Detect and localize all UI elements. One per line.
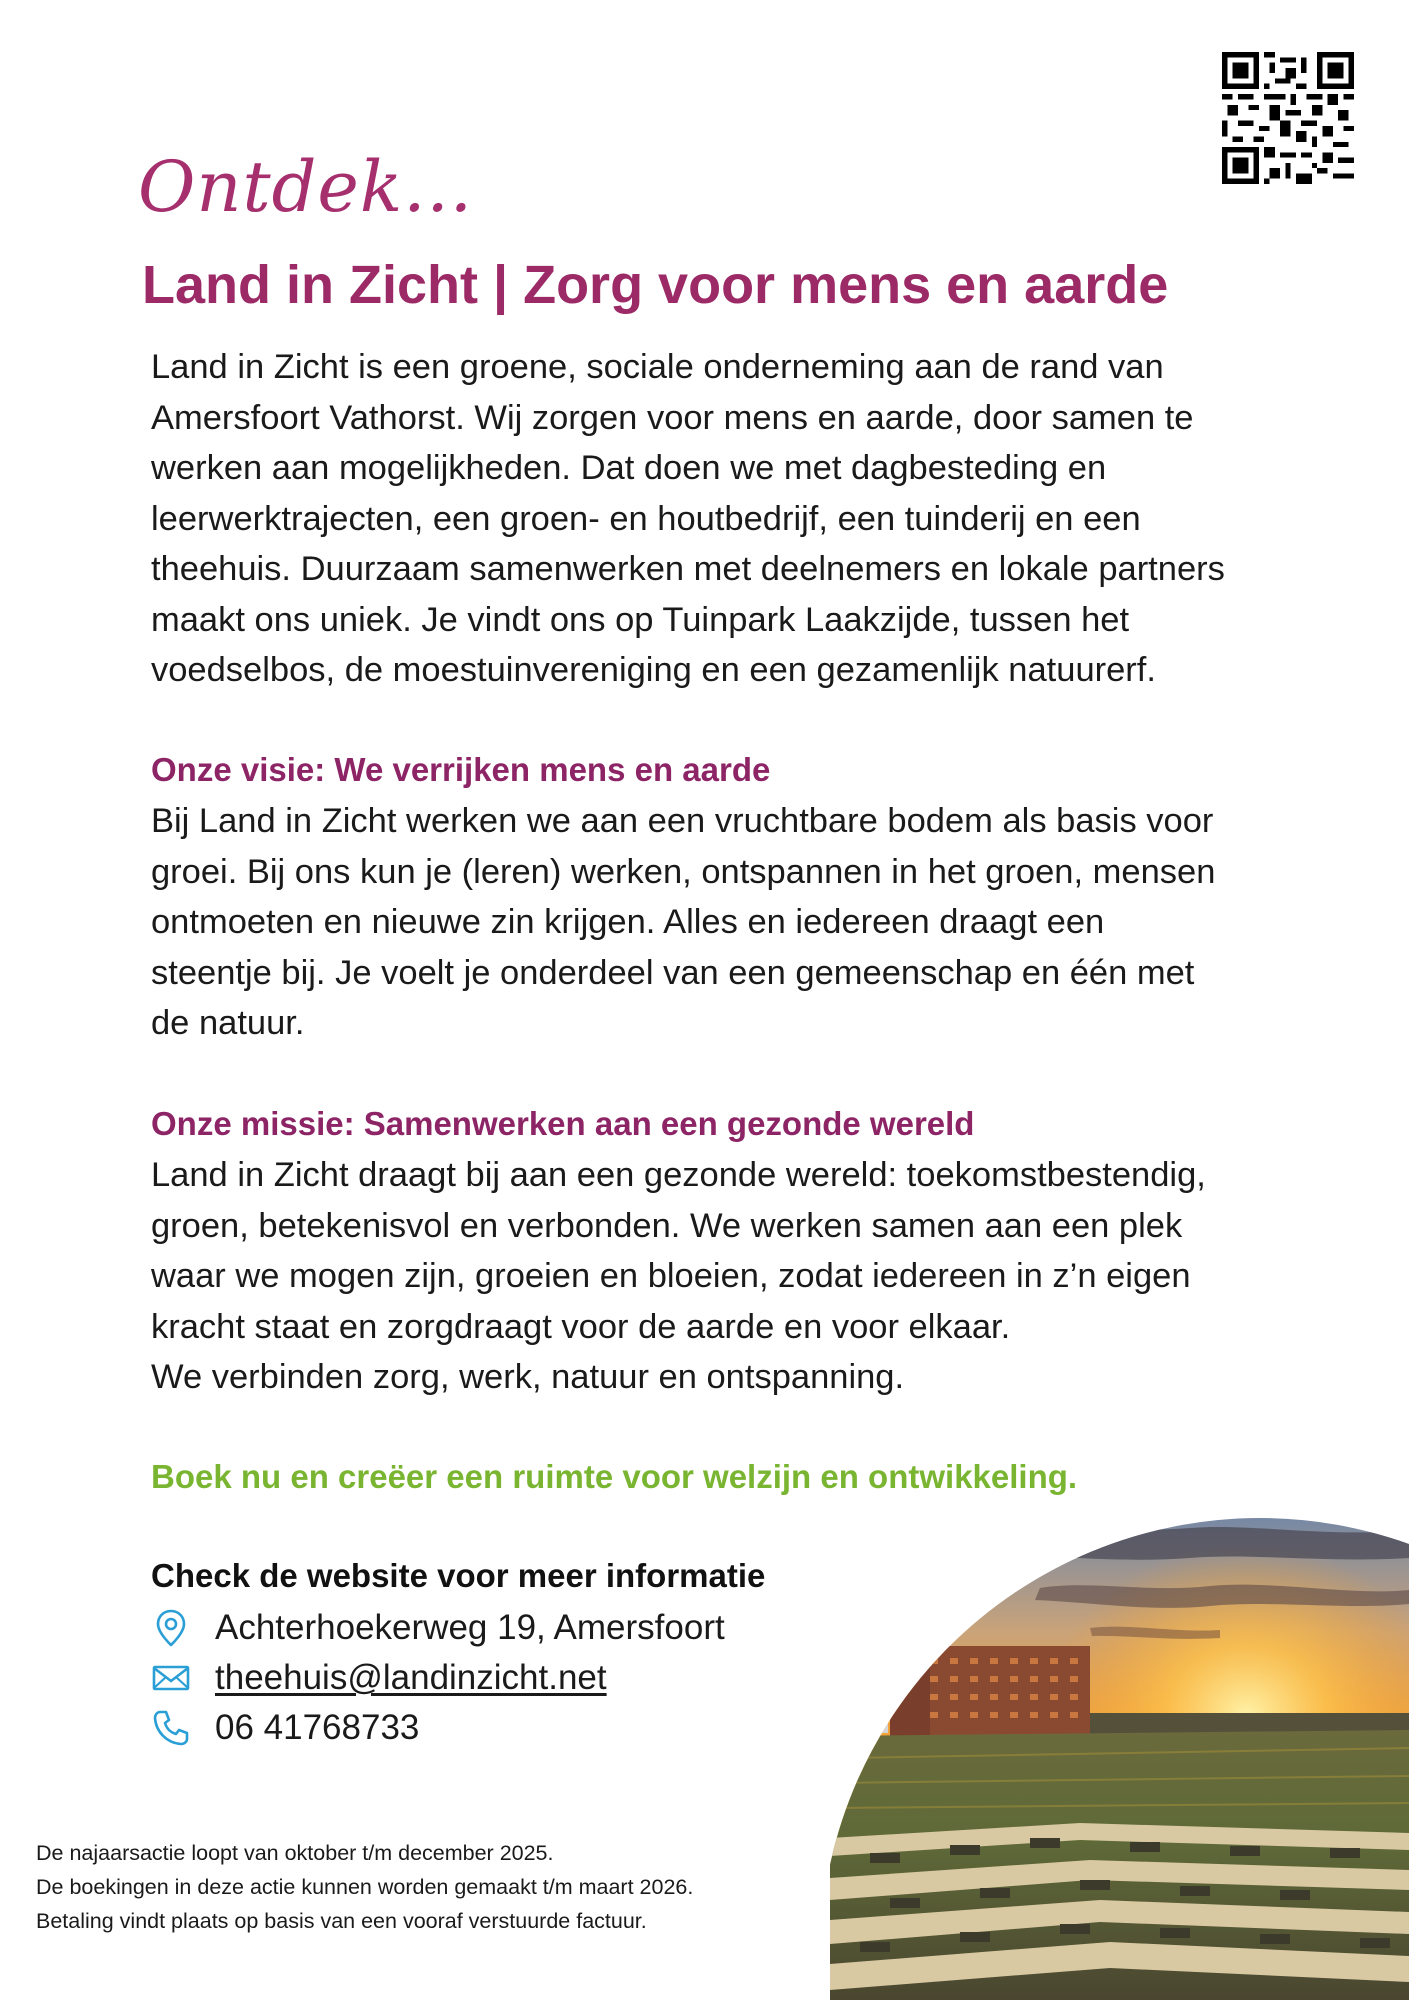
- sunset-garden-photo: [830, 1508, 1409, 2000]
- page-title: Land in Zicht | Zorg voor mens en aarde: [142, 255, 1169, 315]
- phone-text: 06 41768733: [215, 1708, 420, 1747]
- contact-address: [151, 1603, 725, 1653]
- contact-email[interactable]: [151, 1653, 607, 1703]
- visie-line: steentje bij. Je voelt je onderdeel van een gemeenschap en één met: [151, 953, 1195, 992]
- footnote-line: De najaarsactie loopt van oktober t/m december 2025.: [36, 1841, 554, 1865]
- visie-line: ontmoeten en nieuwe zin krijgen. Alles en iedereen draagt een: [151, 903, 1105, 941]
- contact-phone: [151, 1703, 419, 1753]
- visie-line: de natuur.: [151, 1004, 305, 1042]
- intro-line: leerwerktrajecten, een groen- en houtbedrijf, een tuinderij en een: [151, 499, 1141, 538]
- visie-line: groei. Bij ons kun je (leren) werken, ontspannen in het groen, mensen: [151, 852, 1216, 891]
- missie-line: groen, betekenisvol en verbonden. We werken samen aan een plek: [151, 1206, 1183, 1245]
- intro-line: maakt ons uniek. Je vindt ons op Tuinpark Laakzijde, tussen het: [151, 600, 1130, 639]
- qr-code[interactable]: [1222, 52, 1354, 184]
- intro-line: Land in Zicht is een groene, sociale onderneming aan de rand van: [151, 348, 1164, 386]
- missie-heading: Onze missie: Samenwerken aan een gezonde wereld: [151, 1105, 975, 1142]
- email-link[interactable]: theehuis@landinzicht.net: [215, 1658, 607, 1697]
- location-pin-icon: [151, 1608, 191, 1648]
- phone-icon: [151, 1708, 191, 1748]
- mail-icon: [151, 1658, 191, 1698]
- missie-line: Land in Zicht draagt bij aan een gezonde wereld: toekomstbestendig,: [151, 1156, 1206, 1194]
- intro-paragraph: [151, 342, 1291, 696]
- footnote-line: De boekingen in deze actie kunnen worden gemaakt t/m maart 2026.: [36, 1875, 694, 1899]
- intro-line: werken aan mogelijkheden. Dat doen we met dagbesteding en: [151, 449, 1107, 487]
- address-text: Achterhoekerweg 19, Amersfoort: [215, 1608, 725, 1647]
- footnote: [36, 1836, 693, 1938]
- missie-line: We verbinden zorg, werk, natuur en ontspanning.: [151, 1358, 905, 1396]
- visie-line: Bij Land in Zicht werken we aan een vruchtbare bodem als basis voor: [151, 802, 1214, 840]
- cta-text: Boek nu en creëer een ruimte voor welzijn en ontwikkeling.: [151, 1458, 1078, 1495]
- contact-heading: Check de website voor meer informatie: [151, 1557, 766, 1594]
- intro-line: theehuis. Duurzaam samenwerken met deelnemers en lokale partners: [151, 550, 1225, 588]
- missie-line: waar we mogen zijn, groeien en bloeien, zodat iedereen in z’n eigen: [151, 1257, 1191, 1295]
- intro-line: Amersfoort Vathorst. Wij zorgen voor mens en aarde, door samen te: [151, 398, 1194, 437]
- footnote-line: Betaling vindt plaats op basis van een vooraf verstuurde factuur.: [36, 1909, 647, 1933]
- missie-line: kracht staat en zorgdraagt voor de aarde en voor elkaar.: [151, 1307, 1011, 1346]
- visie-heading: Onze visie: We verrijken mens en aarde: [151, 751, 771, 788]
- script-title: Ontdek...: [138, 146, 474, 228]
- intro-line: voedselbos, de moestuinvereniging en een gezamenlijk natuurerf.: [151, 651, 1156, 689]
- visie-paragraph: [151, 796, 1291, 1049]
- missie-paragraph: [151, 1150, 1291, 1403]
